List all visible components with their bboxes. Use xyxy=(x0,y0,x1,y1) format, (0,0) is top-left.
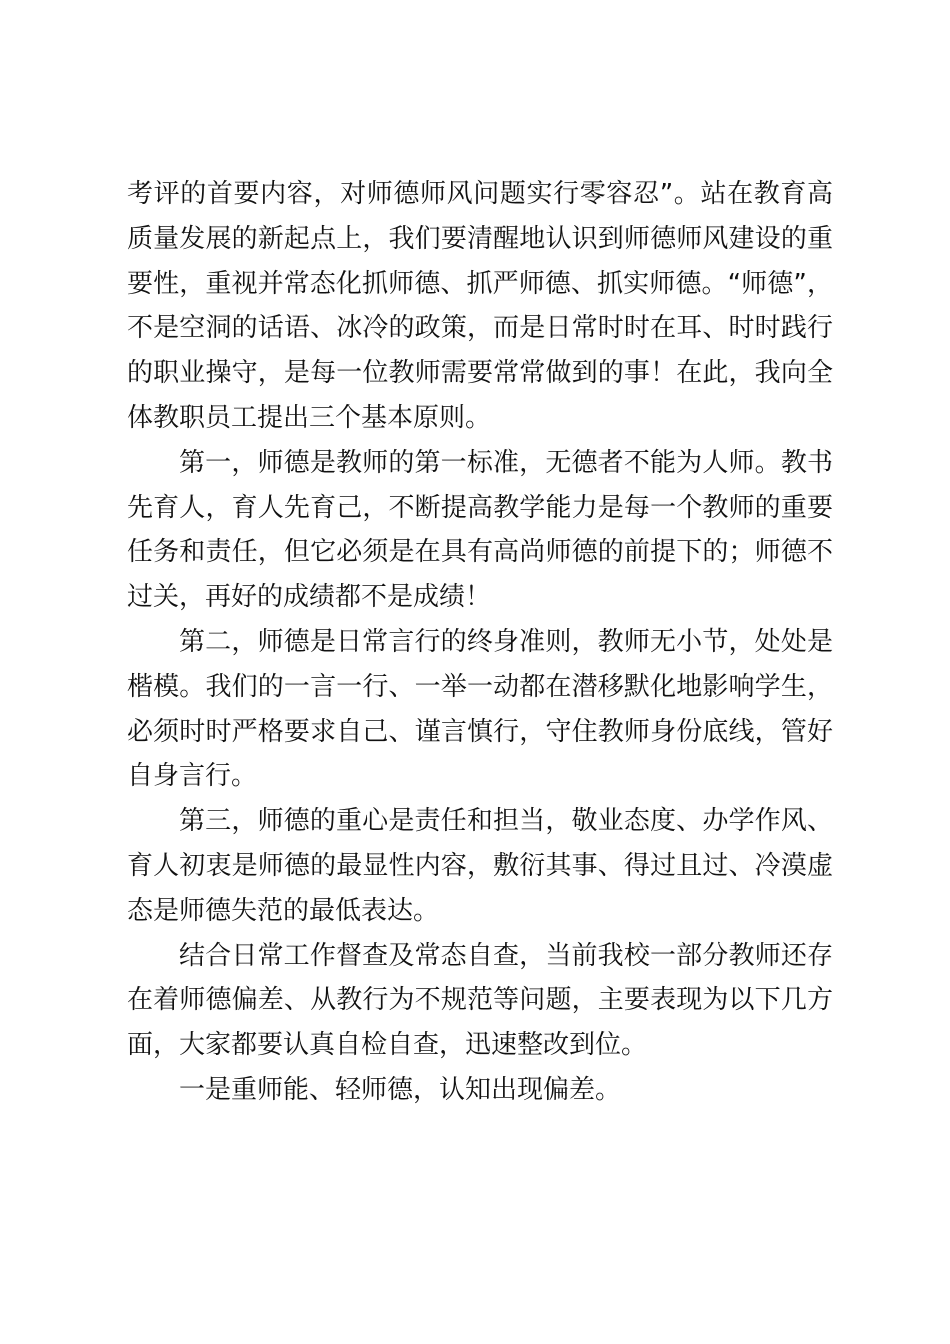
paragraph-issue-one: 一是重师能、轻师德，认知出现偏差。 xyxy=(179,1074,622,1105)
paragraph-principle-one: 第一，师德是教师的第一标准，无德者不能为人师。教书先育人，育人先育己，不断提高教学能力是每一个教师的重要任务和责任，但它必须是在具有高尚师德的前提下的；师德不过关，再好的成绩都不是成绩！ xyxy=(127,447,833,613)
paragraph-self-check: 结合日常工作督查及常态自查，当前我校一部分教师还存在着师德偏差、从教行为不规范等问题，主要表现为以下几方面，大家都要认真自检自查，迅速整改到位。 xyxy=(127,940,833,1061)
paragraph-continuation: 考评的首要内容，对师德师风问题实行零容忍”。站在教育高质量发展的新起点上，我们要清醒地认识到师德师风建设的重要性，重视并常态化抓师德、抓严师德、抓实师德。“师德”，不是空洞的话语、冰冷的政策，而是日常时时在耳、时时践行的职业操守，是每一位教师需要常常做到的事！在此，我向全体教职员工提出三个基本原则。 xyxy=(127,179,833,433)
paragraph-principle-two: 第二，师德是日常言行的终身准则，教师无小节，处处是楷模。我们的一言一行、一举一动都在潜移默化地影响学生，必须时时严格要求自己、谨言慎行，守住教师身份底线，管好自身言行。 xyxy=(127,626,833,792)
paragraph-principle-three: 第三，师德的重心是责任和担当，敬业态度、办学作风、育人初衷是师德的最显性内容，敷衍其事、得过且过、冷漠虚态是师德失范的最低表达。 xyxy=(127,806,833,926)
document-body xyxy=(127,172,833,1113)
